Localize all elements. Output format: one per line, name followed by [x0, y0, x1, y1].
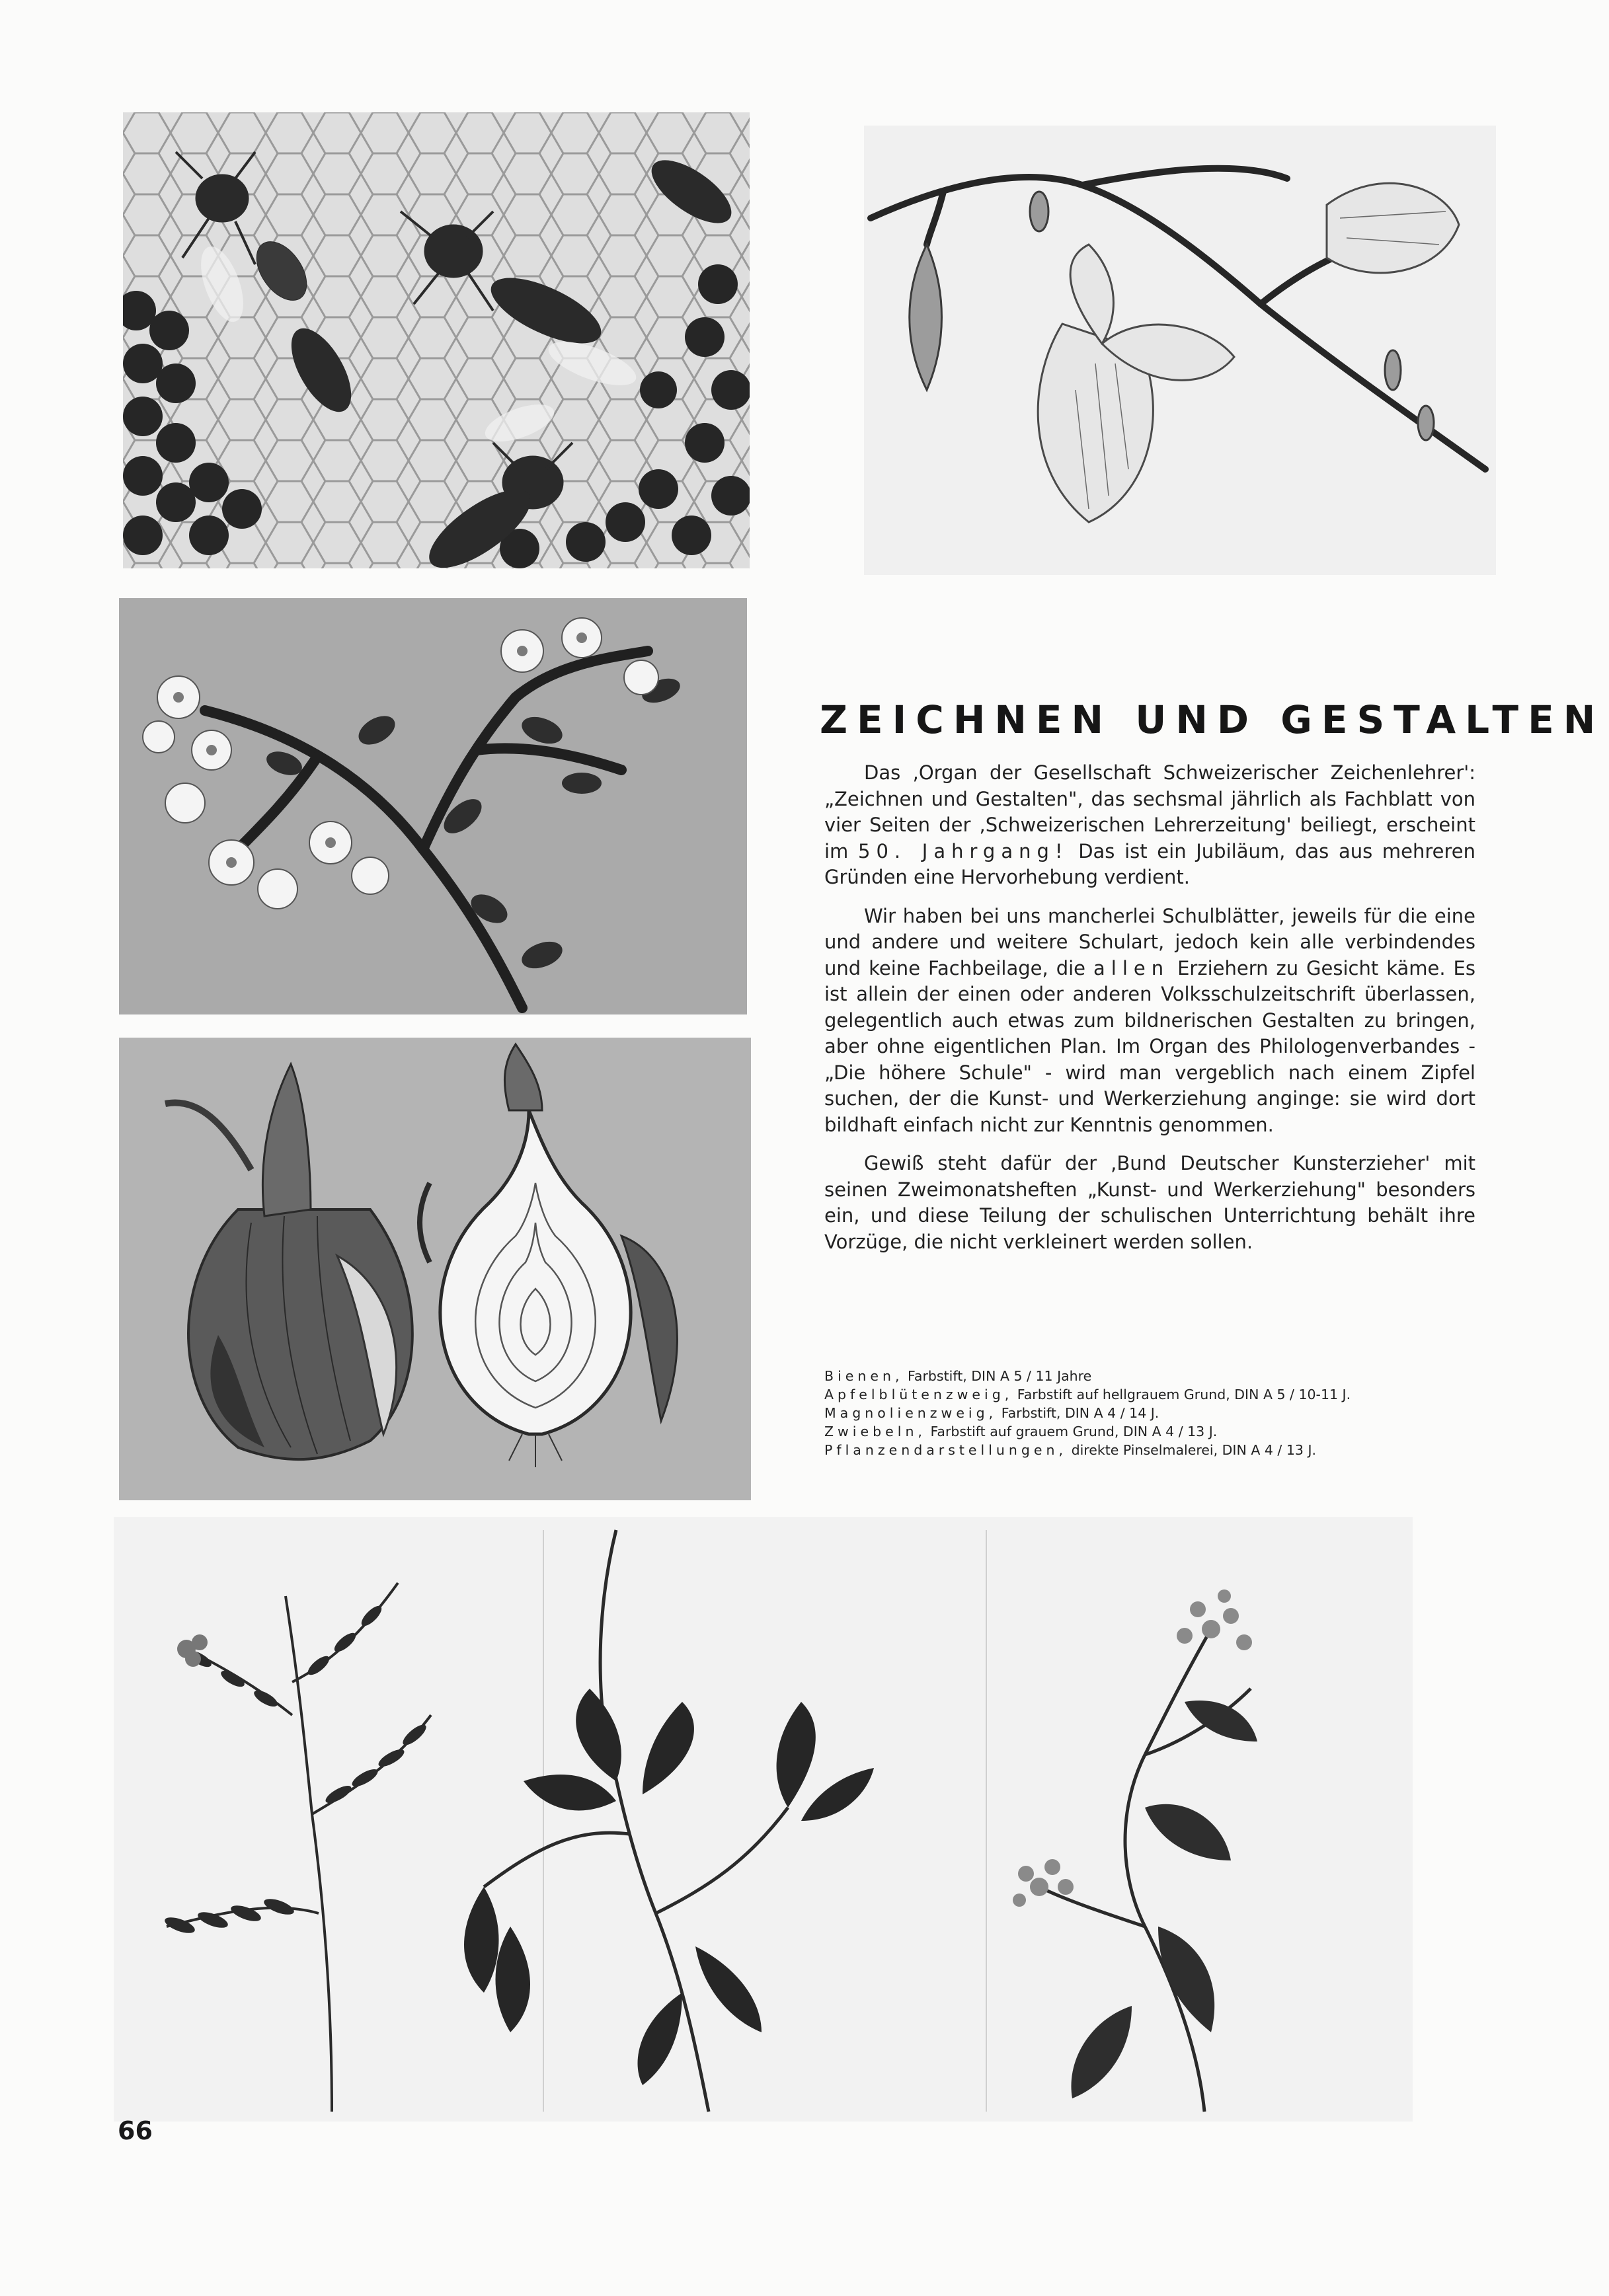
- image-captions: [824, 1367, 1485, 1459]
- caption-name: Magnolienzweig,: [824, 1405, 998, 1421]
- article-body: [824, 760, 1475, 1268]
- caption-detail: Farbstift, DIN A 5 / 11 Jahre: [903, 1368, 1092, 1384]
- article-title: ZEICHNEN UND GESTALTEN: [820, 697, 1605, 742]
- onions-drawing: [119, 1038, 751, 1500]
- bees-drawing: [123, 112, 750, 568]
- caption-detail: Farbstift auf hellgrauem Grund, DIN A 5 / 10-11 J.: [1013, 1387, 1351, 1402]
- p2-emphasis: allen: [1093, 956, 1170, 979]
- caption-name: Apfelblütenzweig,: [824, 1387, 1013, 1402]
- page-number: 66: [118, 2116, 153, 2145]
- paragraph-1: [824, 760, 1475, 891]
- plants-paintings: [114, 1517, 1413, 2122]
- p1-text-c: Das ist ein Jubiläum, das aus mehreren Gründen eine Hervorhebung verdient.: [824, 839, 1476, 888]
- caption-magnolia: [824, 1404, 1485, 1422]
- caption-detail: Farbstift, DIN A 4 / 14 J.: [997, 1405, 1159, 1421]
- paragraph-2: [824, 903, 1475, 1139]
- caption-detail: direkte Pinselmalerei, DIN A 4 / 13 J.: [1067, 1442, 1317, 1458]
- apple-blossom-drawing: [119, 598, 747, 1014]
- caption-apple-blossom: [824, 1385, 1485, 1404]
- caption-name: Bienen,: [824, 1368, 904, 1384]
- caption-detail: Farbstift auf grauem Grund, DIN A 4 / 13 J.: [925, 1424, 1218, 1439]
- caption-name: Pflanzendarstellungen,: [824, 1442, 1068, 1458]
- paragraph-3: Gewiß steht dafür der ,Bund Deutscher Kunsterzieher' mit seinen Zweimonatsheften „Kunst- und Werkerziehung" besonders ein, und diese Teilung der schulischen Unterrichtung behält ihre Vorzüge, die nicht verkleinert werden sollen.: [824, 1152, 1475, 1253]
- p1-text-a: Das ,Organ der Gesellschaft Schweizerischer Zeichenlehrer': „Zeichnen und Gestalten", das sechsmal jährlich als Fachblatt von vier Seiten der ,Schweizerischen Lehrerzeitung' beiliegt, erscheint im: [824, 761, 1475, 862]
- p2-text-c: Erziehern zu Gesicht käme. Es ist allein der einen oder anderen Volksschulzeitschrift überlassen, gelegentlich auch etwas zum bildnerischen Gestalten zu bringen, aber ohne eigentlichen Plan. Im Organ des Philologenverbandes - „Die höhere Schule" - wird man vergeblich nach einem Zipfel suchen, der die Kunst- und Werkerziehung anginge: sie wird dort bildhaft einfach nicht zur Kenntnis genommen.: [824, 956, 1475, 1136]
- caption-bees: [824, 1367, 1485, 1385]
- p1-emphasis: 50. Jahrgang!: [858, 839, 1069, 862]
- caption-name: Zwiebeln,: [824, 1424, 926, 1439]
- p2-text-a: Wir haben bei uns mancherlei Schulblätter, jeweils für die eine und andere und weitere Schulart, jedoch kein alle verbindendes und keine Fachbeilage, die: [824, 904, 1475, 979]
- caption-onions: [824, 1422, 1485, 1441]
- caption-plants: [824, 1441, 1485, 1459]
- magnolia-drawing: [864, 126, 1496, 575]
